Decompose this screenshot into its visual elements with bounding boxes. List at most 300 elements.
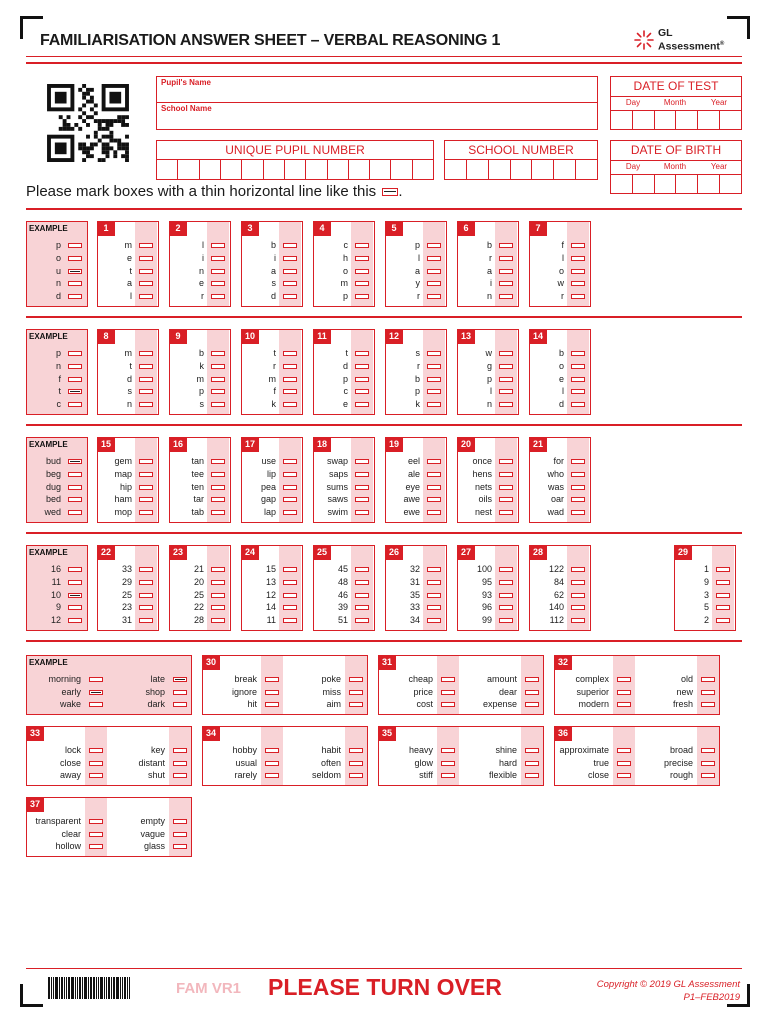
answer-row bbox=[205, 744, 257, 757]
answer-box[interactable] bbox=[68, 510, 82, 515]
answer-box[interactable] bbox=[571, 243, 585, 248]
answer-box[interactable] bbox=[499, 497, 513, 502]
answer-box[interactable] bbox=[525, 690, 539, 695]
answer-box[interactable] bbox=[68, 281, 82, 286]
question-27-box bbox=[457, 545, 519, 631]
answer-box[interactable] bbox=[173, 690, 187, 695]
answer-box[interactable] bbox=[427, 377, 441, 382]
answer-box[interactable] bbox=[173, 832, 187, 837]
answer-box[interactable] bbox=[499, 389, 513, 394]
answer-box[interactable] bbox=[571, 510, 585, 515]
answer-box[interactable] bbox=[617, 677, 631, 682]
answer-box[interactable] bbox=[427, 472, 441, 477]
option-text: saws bbox=[327, 494, 348, 505]
answer-box[interactable] bbox=[349, 773, 363, 778]
answer-box[interactable] bbox=[716, 618, 730, 623]
answer-box[interactable] bbox=[173, 677, 187, 682]
answer-box[interactable] bbox=[571, 593, 585, 598]
answer-box[interactable] bbox=[427, 497, 441, 502]
answer-box[interactable] bbox=[355, 294, 369, 299]
answer-box[interactable] bbox=[283, 243, 297, 248]
answer-row bbox=[113, 757, 165, 770]
answer-box[interactable] bbox=[283, 593, 297, 598]
question-2-box bbox=[169, 221, 231, 307]
date-of-birth-cells[interactable] bbox=[611, 174, 741, 193]
answer-box[interactable] bbox=[283, 567, 297, 572]
answer-box[interactable] bbox=[525, 677, 539, 682]
answer-row bbox=[205, 757, 257, 770]
answer-box[interactable] bbox=[571, 281, 585, 286]
answer-box[interactable] bbox=[68, 351, 82, 356]
answer-box[interactable] bbox=[211, 402, 225, 407]
option-text: t bbox=[129, 265, 132, 276]
answer-box[interactable] bbox=[283, 377, 297, 382]
question-9-box bbox=[169, 329, 231, 415]
answer-box[interactable] bbox=[89, 773, 103, 778]
answer-box[interactable] bbox=[571, 567, 585, 572]
question-7-box bbox=[529, 221, 591, 307]
answer-box[interactable] bbox=[617, 773, 631, 778]
answer-box[interactable] bbox=[355, 402, 369, 407]
answer-box[interactable] bbox=[68, 605, 82, 610]
answer-box[interactable] bbox=[427, 593, 441, 598]
answer-row bbox=[460, 589, 492, 602]
answer-box[interactable] bbox=[525, 761, 539, 766]
answer-box[interactable] bbox=[265, 761, 279, 766]
answer-box[interactable] bbox=[211, 459, 225, 464]
answer-box[interactable] bbox=[173, 761, 187, 766]
answer-row bbox=[100, 398, 132, 411]
answer-box[interactable] bbox=[499, 485, 513, 490]
answer-box[interactable] bbox=[139, 243, 153, 248]
answer-row bbox=[465, 744, 517, 757]
pupils-name-label: Pupil's Name bbox=[161, 78, 211, 87]
answer-box[interactable] bbox=[211, 618, 225, 623]
answer-box[interactable] bbox=[68, 472, 82, 477]
answer-box[interactable] bbox=[427, 485, 441, 490]
answer-box[interactable] bbox=[499, 256, 513, 261]
option-text: hip bbox=[119, 481, 132, 492]
answer-box[interactable] bbox=[355, 459, 369, 464]
option-text: seldom bbox=[311, 770, 341, 780]
answer-box[interactable] bbox=[499, 605, 513, 610]
option-text: beg bbox=[45, 468, 61, 479]
answer-box[interactable] bbox=[427, 281, 441, 286]
answer-box[interactable] bbox=[211, 580, 225, 585]
answer-box[interactable] bbox=[211, 281, 225, 286]
please-turn-over: PLEASE TURN OVER bbox=[268, 974, 502, 1000]
answer-box[interactable] bbox=[355, 256, 369, 261]
answer-box[interactable] bbox=[571, 351, 585, 356]
answer-box[interactable] bbox=[571, 580, 585, 585]
answer-box[interactable] bbox=[283, 580, 297, 585]
answer-box[interactable] bbox=[211, 567, 225, 572]
question-6-box bbox=[457, 221, 519, 307]
answer-box[interactable] bbox=[499, 580, 513, 585]
answer-box[interactable] bbox=[355, 351, 369, 356]
answer-box[interactable] bbox=[68, 377, 82, 382]
option-text: close bbox=[587, 770, 609, 780]
answer-box[interactable] bbox=[716, 567, 730, 572]
answer-box[interactable] bbox=[211, 497, 225, 502]
answer-box[interactable] bbox=[349, 702, 363, 707]
answer-box[interactable] bbox=[139, 485, 153, 490]
option-text: 96 bbox=[481, 602, 492, 613]
answer-box[interactable] bbox=[441, 773, 455, 778]
question-number: 27 bbox=[457, 545, 475, 560]
answer-box[interactable] bbox=[68, 269, 82, 274]
answer-box[interactable] bbox=[89, 832, 103, 837]
answer-box[interactable] bbox=[499, 472, 513, 477]
answer-box[interactable] bbox=[355, 364, 369, 369]
answer-box[interactable] bbox=[617, 761, 631, 766]
answer-box[interactable] bbox=[173, 748, 187, 753]
option-text: 99 bbox=[481, 615, 492, 626]
answer-box[interactable] bbox=[571, 389, 585, 394]
option-text: 23 bbox=[121, 602, 132, 613]
answer-box[interactable] bbox=[89, 761, 103, 766]
answer-box[interactable] bbox=[427, 605, 441, 610]
question-8-box bbox=[97, 329, 159, 415]
school-number-cells[interactable] bbox=[445, 159, 597, 179]
answer-box[interactable] bbox=[571, 459, 585, 464]
answer-box[interactable] bbox=[355, 472, 369, 477]
answer-box[interactable] bbox=[173, 702, 187, 707]
school-name-label: School Name bbox=[161, 104, 212, 113]
answer-box[interactable] bbox=[427, 459, 441, 464]
option-text: flexible bbox=[488, 770, 517, 780]
answer-box[interactable] bbox=[139, 567, 153, 572]
answer-box[interactable] bbox=[211, 389, 225, 394]
answer-box[interactable] bbox=[139, 605, 153, 610]
answer-box[interactable] bbox=[427, 364, 441, 369]
answer-box[interactable] bbox=[211, 593, 225, 598]
question-number: 1 bbox=[97, 221, 115, 236]
answer-box[interactable] bbox=[617, 748, 631, 753]
answer-box[interactable] bbox=[139, 389, 153, 394]
date-of-test-cells[interactable] bbox=[611, 110, 741, 129]
answer-box[interactable] bbox=[427, 256, 441, 261]
pupils-name-field[interactable] bbox=[157, 77, 597, 102]
answer-box[interactable] bbox=[349, 690, 363, 695]
answer-box[interactable] bbox=[211, 269, 225, 274]
answer-box[interactable] bbox=[173, 819, 187, 824]
answer-box[interactable] bbox=[499, 510, 513, 515]
answer-box[interactable] bbox=[139, 294, 153, 299]
answer-box[interactable] bbox=[441, 677, 455, 682]
answer-box[interactable] bbox=[525, 702, 539, 707]
year-label: Year bbox=[710, 98, 728, 107]
answer-box[interactable] bbox=[571, 294, 585, 299]
answer-box[interactable] bbox=[571, 485, 585, 490]
answer-box[interactable] bbox=[139, 580, 153, 585]
answer-box[interactable] bbox=[68, 256, 82, 261]
answer-box[interactable] bbox=[355, 281, 369, 286]
answer-box[interactable] bbox=[283, 618, 297, 623]
question-18-box bbox=[313, 437, 375, 523]
answer-box[interactable] bbox=[283, 510, 297, 515]
answer-box[interactable] bbox=[499, 364, 513, 369]
option-text: i bbox=[202, 252, 204, 263]
answer-box[interactable] bbox=[139, 269, 153, 274]
answer-box[interactable] bbox=[617, 702, 631, 707]
answer-box[interactable] bbox=[173, 773, 187, 778]
answer-box[interactable] bbox=[355, 485, 369, 490]
answer-row bbox=[29, 493, 61, 506]
answer-box[interactable] bbox=[139, 459, 153, 464]
answer-box[interactable] bbox=[173, 844, 187, 849]
answer-box[interactable] bbox=[211, 243, 225, 248]
answer-box[interactable] bbox=[283, 269, 297, 274]
answer-box[interactable] bbox=[499, 243, 513, 248]
answer-box[interactable] bbox=[68, 593, 82, 598]
answer-box[interactable] bbox=[701, 748, 715, 753]
answer-box[interactable] bbox=[427, 294, 441, 299]
answer-box[interactable] bbox=[441, 761, 455, 766]
option-text: gap bbox=[260, 494, 276, 505]
option-text: l bbox=[418, 252, 420, 263]
answer-box[interactable] bbox=[265, 677, 279, 682]
answer-box[interactable] bbox=[68, 497, 82, 502]
answer-box[interactable] bbox=[427, 243, 441, 248]
answer-row bbox=[244, 563, 276, 576]
answer-box[interactable] bbox=[283, 294, 297, 299]
answer-box[interactable] bbox=[427, 351, 441, 356]
answer-row bbox=[172, 385, 204, 398]
answer-box[interactable] bbox=[427, 510, 441, 515]
answer-box[interactable] bbox=[441, 690, 455, 695]
answer-box[interactable] bbox=[355, 377, 369, 382]
answer-box[interactable] bbox=[701, 761, 715, 766]
answer-box[interactable] bbox=[349, 761, 363, 766]
answer-box[interactable] bbox=[211, 485, 225, 490]
answer-box[interactable] bbox=[139, 256, 153, 261]
option-text: was bbox=[547, 481, 564, 492]
answer-row bbox=[641, 769, 693, 782]
answer-box[interactable] bbox=[701, 690, 715, 695]
logo-assessment: Assessment bbox=[658, 40, 720, 52]
answer-box[interactable] bbox=[139, 364, 153, 369]
section-divider-4 bbox=[26, 532, 742, 534]
answer-box[interactable] bbox=[427, 580, 441, 585]
answer-box[interactable] bbox=[499, 351, 513, 356]
answer-box[interactable] bbox=[427, 567, 441, 572]
answer-box[interactable] bbox=[571, 605, 585, 610]
answer-box[interactable] bbox=[283, 351, 297, 356]
month-label: Month bbox=[663, 98, 687, 107]
answer-box[interactable] bbox=[89, 748, 103, 753]
question-number: EXAMPLE bbox=[29, 658, 68, 667]
answer-box[interactable] bbox=[89, 702, 103, 707]
answer-box[interactable] bbox=[139, 510, 153, 515]
question-number: 28 bbox=[529, 545, 547, 560]
answer-box[interactable] bbox=[499, 459, 513, 464]
answer-box[interactable] bbox=[211, 605, 225, 610]
answer-box[interactable] bbox=[716, 593, 730, 598]
answer-box[interactable] bbox=[68, 580, 82, 585]
answer-row bbox=[244, 506, 276, 519]
answer-box[interactable] bbox=[283, 472, 297, 477]
option-text: 22 bbox=[193, 602, 204, 613]
answer-box[interactable] bbox=[68, 243, 82, 248]
answer-box[interactable] bbox=[355, 269, 369, 274]
answer-box[interactable] bbox=[571, 402, 585, 407]
answer-box[interactable] bbox=[355, 389, 369, 394]
date-of-test-label: DATE OF TEST bbox=[633, 79, 719, 93]
answer-box[interactable] bbox=[571, 497, 585, 502]
answer-row bbox=[100, 373, 132, 386]
answer-box[interactable] bbox=[499, 294, 513, 299]
answer-box[interactable] bbox=[139, 497, 153, 502]
answer-box[interactable] bbox=[68, 402, 82, 407]
option-text: amount bbox=[486, 674, 517, 684]
answer-box[interactable] bbox=[89, 844, 103, 849]
answer-box[interactable] bbox=[355, 243, 369, 248]
question-20-box bbox=[457, 437, 519, 523]
date-of-test-box bbox=[610, 76, 742, 130]
answer-box[interactable] bbox=[571, 472, 585, 477]
answer-box[interactable] bbox=[499, 567, 513, 572]
option-text: p bbox=[414, 240, 420, 250]
answer-box[interactable] bbox=[68, 364, 82, 369]
answer-box[interactable] bbox=[571, 618, 585, 623]
answer-box[interactable] bbox=[355, 510, 369, 515]
answer-box[interactable] bbox=[283, 605, 297, 610]
answer-box[interactable] bbox=[139, 351, 153, 356]
answer-box[interactable] bbox=[571, 269, 585, 274]
answer-box[interactable] bbox=[349, 748, 363, 753]
answer-box[interactable] bbox=[211, 294, 225, 299]
answer-box[interactable] bbox=[499, 593, 513, 598]
answer-box[interactable] bbox=[283, 459, 297, 464]
answer-box[interactable] bbox=[211, 256, 225, 261]
answer-box[interactable] bbox=[283, 402, 297, 407]
answer-box[interactable] bbox=[571, 377, 585, 382]
answer-box[interactable] bbox=[211, 364, 225, 369]
answer-row bbox=[289, 769, 341, 782]
answer-box[interactable] bbox=[211, 510, 225, 515]
option-text: h bbox=[342, 252, 348, 263]
answer-box[interactable] bbox=[211, 377, 225, 382]
question-35-box bbox=[378, 726, 544, 786]
option-text: b bbox=[414, 373, 420, 384]
answer-box[interactable] bbox=[525, 773, 539, 778]
answer-box[interactable] bbox=[427, 269, 441, 274]
option-text: f bbox=[58, 373, 61, 384]
answer-box[interactable] bbox=[68, 294, 82, 299]
answer-box[interactable] bbox=[716, 580, 730, 585]
answer-box[interactable] bbox=[355, 605, 369, 610]
answer-box[interactable] bbox=[139, 377, 153, 382]
option-text: who bbox=[547, 468, 564, 479]
option-text: modern bbox=[578, 699, 609, 709]
answer-box[interactable] bbox=[427, 402, 441, 407]
answer-box[interactable] bbox=[427, 618, 441, 623]
answer-box[interactable] bbox=[617, 690, 631, 695]
answer-box[interactable] bbox=[265, 690, 279, 695]
answer-box[interactable] bbox=[89, 690, 103, 695]
answer-box[interactable] bbox=[499, 402, 513, 407]
upn-cells[interactable] bbox=[157, 159, 433, 179]
answer-box[interactable] bbox=[716, 605, 730, 610]
answer-box[interactable] bbox=[139, 618, 153, 623]
logo-mark: ® bbox=[719, 40, 725, 47]
answer-box[interactable] bbox=[499, 281, 513, 286]
answer-row bbox=[100, 252, 132, 265]
answer-box[interactable] bbox=[89, 677, 103, 682]
answer-box[interactable] bbox=[427, 389, 441, 394]
option-text: 122 bbox=[548, 564, 564, 574]
answer-row bbox=[205, 673, 257, 686]
answer-box[interactable] bbox=[283, 281, 297, 286]
answer-box[interactable] bbox=[283, 497, 297, 502]
answer-box[interactable] bbox=[701, 677, 715, 682]
question-number: 15 bbox=[97, 437, 115, 452]
answer-box[interactable] bbox=[441, 748, 455, 753]
answer-box[interactable] bbox=[283, 364, 297, 369]
answer-box[interactable] bbox=[571, 364, 585, 369]
answer-box[interactable] bbox=[499, 618, 513, 623]
answer-box[interactable] bbox=[441, 702, 455, 707]
answer-box[interactable] bbox=[355, 580, 369, 585]
answer-row bbox=[381, 744, 433, 757]
answer-box[interactable] bbox=[355, 567, 369, 572]
answer-box[interactable] bbox=[525, 748, 539, 753]
answer-box[interactable] bbox=[68, 618, 82, 623]
day-label: Day bbox=[625, 98, 641, 107]
question-number: 10 bbox=[241, 329, 259, 344]
answer-box[interactable] bbox=[68, 567, 82, 572]
answer-box[interactable] bbox=[68, 459, 82, 464]
answer-box[interactable] bbox=[89, 819, 103, 824]
answer-box[interactable] bbox=[139, 472, 153, 477]
answer-box[interactable] bbox=[211, 472, 225, 477]
answer-box[interactable] bbox=[355, 497, 369, 502]
answer-box[interactable] bbox=[283, 485, 297, 490]
answer-box[interactable] bbox=[571, 256, 585, 261]
answer-box[interactable] bbox=[68, 485, 82, 490]
answer-box[interactable] bbox=[139, 281, 153, 286]
question-number: 13 bbox=[457, 329, 475, 344]
answer-box[interactable] bbox=[139, 593, 153, 598]
answer-box[interactable] bbox=[68, 389, 82, 394]
answer-box[interactable] bbox=[139, 402, 153, 407]
answer-row bbox=[460, 468, 492, 481]
answer-row bbox=[641, 757, 693, 770]
answer-box[interactable] bbox=[701, 702, 715, 707]
school-number-label: SCHOOL NUMBER bbox=[468, 143, 574, 157]
answer-box[interactable] bbox=[355, 593, 369, 598]
answer-row bbox=[289, 673, 341, 686]
answer-box[interactable] bbox=[349, 677, 363, 682]
answer-box[interactable] bbox=[701, 773, 715, 778]
answer-box[interactable] bbox=[499, 377, 513, 382]
school-name-field[interactable] bbox=[157, 103, 597, 128]
answer-row bbox=[381, 673, 433, 686]
answer-box[interactable] bbox=[355, 618, 369, 623]
answer-box[interactable] bbox=[265, 748, 279, 753]
option-text: shut bbox=[147, 770, 165, 780]
answer-box[interactable] bbox=[499, 269, 513, 274]
answer-box[interactable] bbox=[283, 256, 297, 261]
answer-row bbox=[388, 373, 420, 386]
answer-box[interactable] bbox=[265, 702, 279, 707]
answer-box[interactable] bbox=[211, 351, 225, 356]
answer-row bbox=[532, 239, 564, 252]
answer-box[interactable] bbox=[265, 773, 279, 778]
answer-row bbox=[172, 493, 204, 506]
answer-box[interactable] bbox=[283, 389, 297, 394]
